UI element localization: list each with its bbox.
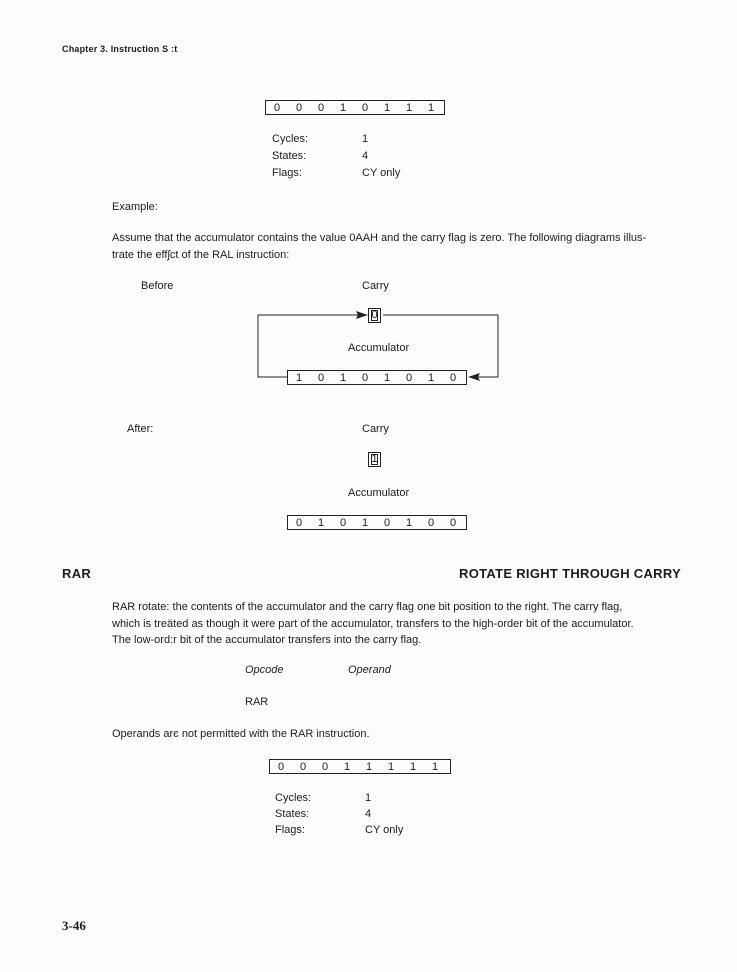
bit: 1 [317,516,325,529]
cycles-value: 1 [362,133,369,145]
bit: 1 [427,101,435,114]
operands-note: Operands arє not permitted with the RAR instruction. [112,728,370,740]
bit: 1 [339,101,347,114]
before-carry-box [368,308,381,323]
after-label: After: [127,423,154,435]
bit: 0 [427,516,435,529]
after-carry-box [368,452,381,467]
bit: 0 [317,371,325,384]
before-accumulator-box [287,370,467,385]
rar-desc-line1: RAR rotate: the contents of the accumulator and the carry flag one bit position to the right. The carry flag, [112,601,623,613]
rar-states-label: States: [275,808,310,820]
rar-encoding-box [269,759,451,774]
opcode-heading: Opcode [245,664,284,676]
rar-cycles-value: 1 [365,792,372,804]
bit: 0 [449,516,457,529]
page-number: 3-46 [62,918,86,933]
bit: 0 [299,760,307,773]
bit: 0 [295,101,303,114]
running-header: Chapter 3. Instruction S :t [62,44,178,54]
example-label: Example: [112,201,158,213]
bit: 0 [405,371,413,384]
rar-flags-label: Flags: [275,824,305,836]
bit: 1 [427,371,435,384]
before-label: Before [141,280,174,292]
bit: 1 [405,516,413,529]
before-accumulator-label: Accumulator [348,342,410,354]
bit: 1 [387,760,395,773]
after-carry-value: 1 [371,453,378,465]
flags-label: Flags: [272,167,302,179]
opcode-value: RAR [245,696,269,708]
bit: 0 [361,371,369,384]
section-mnemonic: RAR [62,566,92,581]
bit: 1 [383,371,391,384]
before-carry-label: Carry [362,280,389,292]
bit: 0 [277,760,285,773]
bit: 1 [409,760,417,773]
rar-states-value: 4 [365,808,372,820]
states-value: 4 [362,150,369,162]
bit: 1 [339,371,347,384]
rar-flags-value: CY only [365,824,404,836]
states-label: States: [272,150,307,162]
bit: 1 [431,760,439,773]
ral-encoding-box [265,100,445,115]
example-text-line1: Assume that the accumulator contains the value 0AAH and the carry flag is zero. The following diagrams illus- [112,232,647,244]
bit: 0 [339,516,347,529]
example-text-line2: trate the effʃct of the RAL instruction: [112,249,290,261]
rar-desc-line2: which is treäted as though it were part of the accumulator, transfers to the high-order bit of the accumulator. [112,618,634,630]
before-carry-value: 0 [371,309,378,321]
bit: 0 [273,101,281,114]
bit: 1 [365,760,373,773]
bit: 1 [343,760,351,773]
bit: 0 [295,516,303,529]
bit: 0 [383,516,391,529]
bit: 0 [321,760,329,773]
cycles-label: Cycles: [272,133,309,145]
bit: 1 [405,101,413,114]
after-accumulator-label: Accumulator [348,487,410,499]
bit: 0 [361,101,369,114]
flags-value: CY only [362,167,401,179]
after-accumulator-box [287,515,467,530]
bit: 0 [449,371,457,384]
bit: 1 [361,516,369,529]
operand-heading: Operand [348,664,391,676]
rar-desc-line3: The low-ord:r bit of the accumulator transfers into the carry flag. [112,634,422,646]
bit: 1 [295,371,303,384]
bit: 0 [317,101,325,114]
bit: 1 [383,101,391,114]
section-title: ROTATE RIGHT THROUGH CARRY [459,566,682,581]
rar-cycles-label: Cycles: [275,792,312,804]
after-carry-label: Carry [362,423,389,435]
